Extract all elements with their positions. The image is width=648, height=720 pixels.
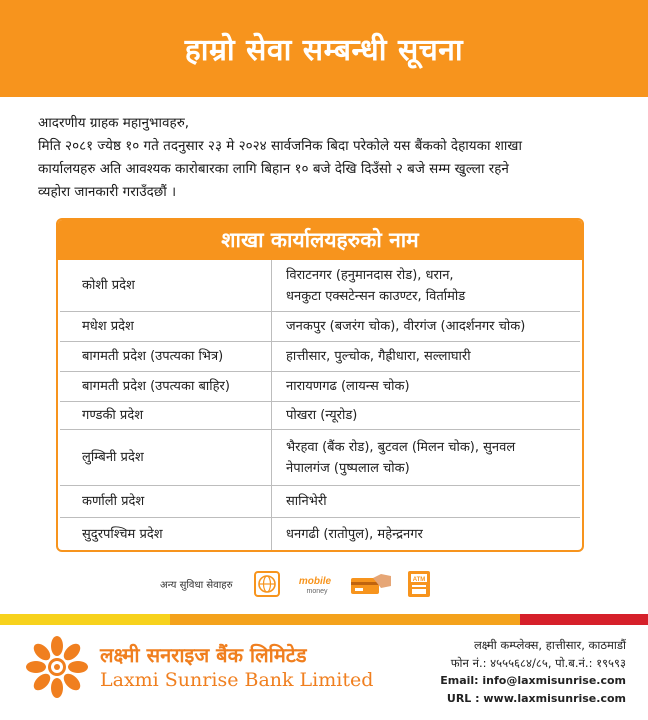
province-cell: कोशी प्रदेश bbox=[60, 260, 272, 311]
mobile-money-icon[interactable] bbox=[295, 569, 335, 599]
stripe-orange bbox=[170, 614, 520, 625]
phone: फोन नं.: ४५५५६८४/८५, पो.ब.नं.: १९५९३ bbox=[450, 656, 626, 670]
intro-line-1: मिति २०८१ ज्येष्ठ १० गते तदनुसार २३ मे २०२४ सार्वजनिक बिदा परेकोले यस बैंकको देहायका शाखा bbox=[38, 138, 522, 154]
branches-cell bbox=[272, 260, 580, 311]
branches-line: भैरहवा (बैंक रोड), बुटवल (मिलन चोक), सुनवल bbox=[286, 439, 516, 455]
branches-line: नेपालगंज (पुष्पलाल चोक) bbox=[286, 460, 410, 476]
logo-text bbox=[100, 642, 373, 692]
branches-line: विराटनगर (हनुमानदास रोड), धरान, bbox=[286, 267, 454, 283]
address: लक्ष्मी कम्प्लेक्स, हात्तीसार, काठमाडौं bbox=[473, 638, 626, 652]
branches-cell: नारायणगढ (लायन्स चोक) bbox=[286, 379, 410, 394]
notice-header bbox=[0, 0, 648, 97]
mobile-text: mobile bbox=[298, 576, 331, 587]
table-row bbox=[60, 260, 580, 312]
table-title: शाखा कार्यालयहरुको नाम bbox=[58, 220, 582, 260]
email-link[interactable]: Email: info@laxmisunrise.com bbox=[440, 674, 626, 687]
branches-cell bbox=[272, 430, 580, 485]
table-row bbox=[60, 312, 580, 342]
branches-cell: पोखरा (न्यूरोड) bbox=[286, 408, 358, 423]
card-icon[interactable] bbox=[349, 570, 393, 598]
province-cell: मधेश प्रदेश bbox=[60, 312, 272, 341]
intro-line-3: व्यहोरा जानकारी गराउँदछौं । bbox=[38, 184, 177, 200]
notice-title: हाम्रो सेवा सम्बन्धी सूचना bbox=[184, 33, 464, 68]
atm-icon[interactable] bbox=[407, 570, 431, 598]
table-row bbox=[60, 518, 580, 550]
table-body bbox=[58, 260, 582, 550]
bank-name-english: Laxmi Sunrise Bank Limited bbox=[100, 669, 374, 691]
table-row bbox=[60, 402, 580, 430]
bank-name-nepali: लक्ष्मी सनराइज बैंक लिमिटेड bbox=[100, 643, 307, 667]
province-cell: बागमती प्रदेश (उपत्यका बाहिर) bbox=[60, 372, 272, 401]
branches-line: धनकुटा एक्सटेन्सन काउण्टर, विर्तामोड bbox=[286, 288, 466, 304]
province-cell: कर्णाली प्रदेश bbox=[60, 486, 272, 517]
table-row bbox=[60, 430, 580, 486]
province-cell: बागमती प्रदेश (उपत्यका भित्र) bbox=[60, 342, 272, 371]
province-cell: गण्डकी प्रदेश bbox=[60, 402, 272, 429]
province-cell: सुदुरपश्चिम प्रदेश bbox=[60, 518, 272, 550]
branch-table bbox=[56, 218, 584, 552]
website-link[interactable]: URL : www.laxmisunrise.com bbox=[446, 692, 626, 705]
branches-cell: जनकपुर (बजरंग चोक), वीरगंज (आदर्शनगर चोक) bbox=[286, 319, 526, 334]
table-row bbox=[60, 372, 580, 402]
other-services bbox=[160, 566, 431, 602]
branches-cell: हात्तीसार, पुल्चोक, गैह्रीधारा, सल्लाघारी bbox=[286, 349, 471, 364]
branches-cell: धनगढी (रातोपुल), महेन्द्रनगर bbox=[286, 526, 423, 542]
money-text: money bbox=[306, 588, 328, 595]
services-label: अन्य सुविधा सेवाहरु bbox=[160, 580, 233, 591]
contact-info bbox=[440, 636, 626, 708]
salutation: आदरणीय ग्राहक महानुभावहरु, bbox=[38, 115, 190, 131]
intro-line-2: कार्यालयहरु अति आवश्यक कारोबारका लागि बिहान १० बजे देखि दिउँसो २ बजे सम्म खुल्ला रहने bbox=[38, 161, 509, 177]
atm-text: ATM bbox=[412, 577, 425, 583]
color-stripe bbox=[0, 614, 648, 625]
intro-text bbox=[38, 112, 618, 204]
internet-banking-icon[interactable] bbox=[253, 570, 281, 598]
bank-logo bbox=[26, 636, 373, 698]
table-row bbox=[60, 486, 580, 518]
province-cell: लुम्बिनी प्रदेश bbox=[60, 430, 272, 485]
stripe-red bbox=[520, 614, 648, 625]
table-row bbox=[60, 342, 580, 372]
lotus-logo-icon bbox=[26, 636, 88, 698]
stripe-yellow bbox=[0, 614, 170, 625]
branches-cell: सानिभेरी bbox=[286, 494, 327, 509]
